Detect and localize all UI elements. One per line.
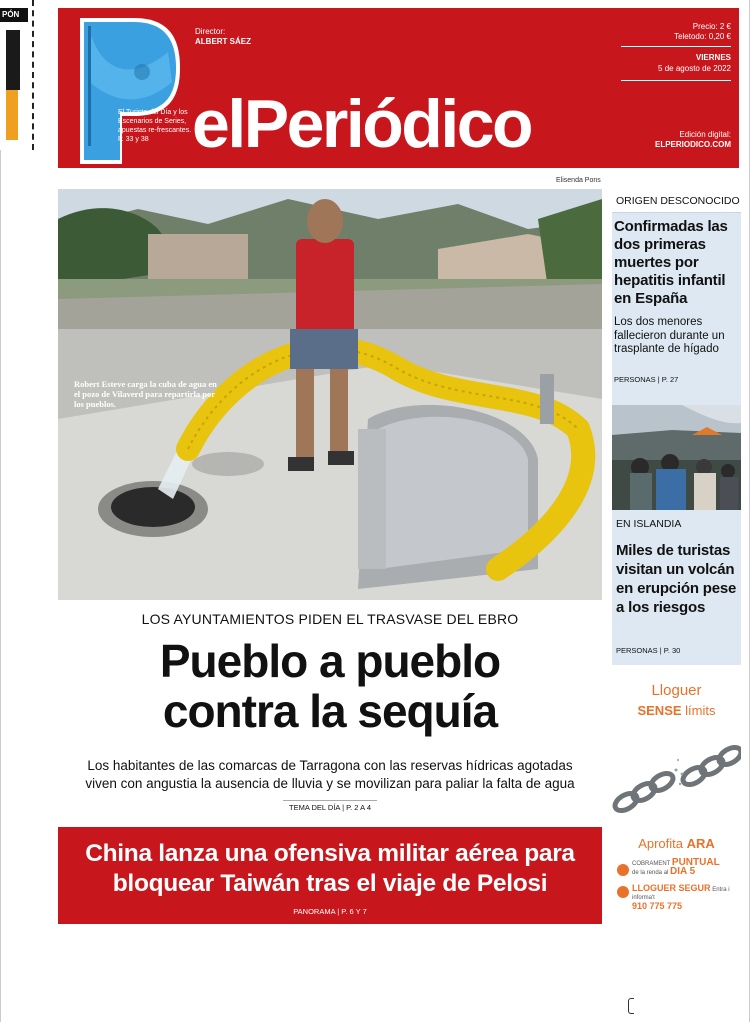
- photo-caption: Robert Esteve carga la cuba de agua en el pozo de Vilaverd para repartirla por los pueblos.: [74, 379, 217, 409]
- masthead: [58, 8, 739, 168]
- main-headline[interactable]: [58, 636, 602, 736]
- ad-phone[interactable]: 910 775 775: [632, 901, 683, 911]
- masthead-divider: [621, 46, 731, 47]
- china-headline-line-2: bloquear Taiwán tras el viaje de Pelosi: [112, 870, 548, 897]
- sidebar: [612, 189, 741, 665]
- weekday: VIERNES: [695, 53, 731, 62]
- main-section-ref: [58, 803, 602, 812]
- masthead-price: [674, 22, 731, 42]
- main-story-kicker: LOS AYUNTAMIENTOS PIDEN EL TRASVASE DEL EBRO: [141, 611, 519, 627]
- main-headline-line-1: Pueblo a pueblo: [159, 635, 501, 687]
- main-subhead: [58, 757, 602, 793]
- ad-tagline: [612, 703, 741, 718]
- volcano-photo[interactable]: [612, 405, 741, 510]
- ad-brand-icon: [616, 862, 630, 902]
- ad-payment-note: [632, 859, 741, 877]
- digital-label: Edición digital:: [679, 130, 731, 139]
- ad-cta-bold: ARA: [686, 836, 715, 851]
- newspaper-logo[interactable]: elPeriódico: [192, 86, 532, 162]
- masthead-promo[interactable]: El Turista del Día y los Escenarios de Series, apuestas re-frescantes. P. 33 y 38: [118, 109, 192, 143]
- masthead-date: [658, 52, 731, 74]
- sidebar-story1-text: Los dos menores fallecieron durante un trasplante de hígado: [614, 316, 725, 355]
- ad-headline: Lloguer: [651, 682, 702, 699]
- ad-brand-name: LLOGUER SEGUR: [632, 883, 711, 893]
- sidebar-story1-title[interactable]: Confirmadas las dos primeras muertes por hepatitis infantil en España: [614, 218, 728, 307]
- edge-dark-block: [6, 30, 20, 90]
- page-corner-mark: [628, 998, 634, 1014]
- main-subhead-line-1: Los habitantes de las comarcas de Tarragona con las reservas hídricas agotadas: [87, 758, 573, 773]
- ad-payment-big: PUNTUAL: [671, 857, 720, 868]
- edge-tag: PÓN: [0, 8, 28, 22]
- ad-payment-day: DIA 5: [670, 866, 696, 877]
- main-headline-line-2: contra la sequía: [162, 685, 498, 737]
- masthead-director: [195, 27, 251, 47]
- ad-brand-contact: [632, 884, 741, 912]
- broken-chain-icon: [612, 740, 741, 822]
- photo-credit: Elisenda Pons: [556, 177, 601, 184]
- teletodo-text: Teletodo: 0,20 €: [674, 32, 731, 41]
- adjacent-page-edge: [0, 0, 34, 150]
- masthead-divider-2: [621, 80, 731, 81]
- ad-info: Entra i informa't: [632, 887, 730, 901]
- sidebar-story2-title[interactable]: Miles de turistas visitan un volcán en erupción pese a los riesgos: [616, 542, 737, 616]
- china-story-banner[interactable]: [58, 827, 602, 924]
- ad-payment-small: COBRAMENT: [632, 861, 671, 867]
- price-text: Precio: 2 €: [692, 22, 731, 31]
- main-section-ref-text[interactable]: TEMA DEL DÍA | P. 2 A 4: [283, 800, 377, 812]
- digital-url-link[interactable]: ELPERIODICO.COM: [654, 140, 731, 149]
- china-section-ref[interactable]: PANORAMA | P. 6 Y 7: [293, 907, 367, 916]
- ad-cta: [612, 836, 741, 851]
- china-headline: [58, 839, 602, 899]
- ad-tagline-rest: límits: [685, 703, 716, 718]
- ad-tagline-bold: SENSE: [637, 703, 682, 718]
- sidebar-story1-ref[interactable]: PERSONAS | P. 27: [614, 375, 679, 384]
- sidebar-story2-ref[interactable]: PERSONAS | P. 30: [616, 646, 681, 655]
- masthead-digital: [655, 130, 731, 150]
- main-subhead-line-2: viven con angustia la ausencia de lluvia y se movilizan para paliar la falta de agua: [85, 776, 575, 791]
- sidebar-story2-kicker: EN ISLANDIA: [616, 518, 682, 530]
- volcano-illustration: [612, 405, 741, 510]
- ad-payment-small2: de la renda al: [632, 870, 669, 876]
- date: 5 de agosto de 2022: [658, 64, 731, 73]
- director-name: ALBERT SÁEZ: [195, 37, 251, 46]
- edge-orange-block: [6, 90, 18, 140]
- sidebar-story1-kicker: ORIGEN DESCONOCIDO: [612, 189, 741, 213]
- china-headline-line-1: China lanza una ofensiva militar aérea para: [85, 840, 575, 867]
- advertisement[interactable]: [612, 672, 741, 922]
- director-label: Director:: [195, 27, 226, 36]
- ad-cta-regular: Aprofita: [638, 836, 683, 851]
